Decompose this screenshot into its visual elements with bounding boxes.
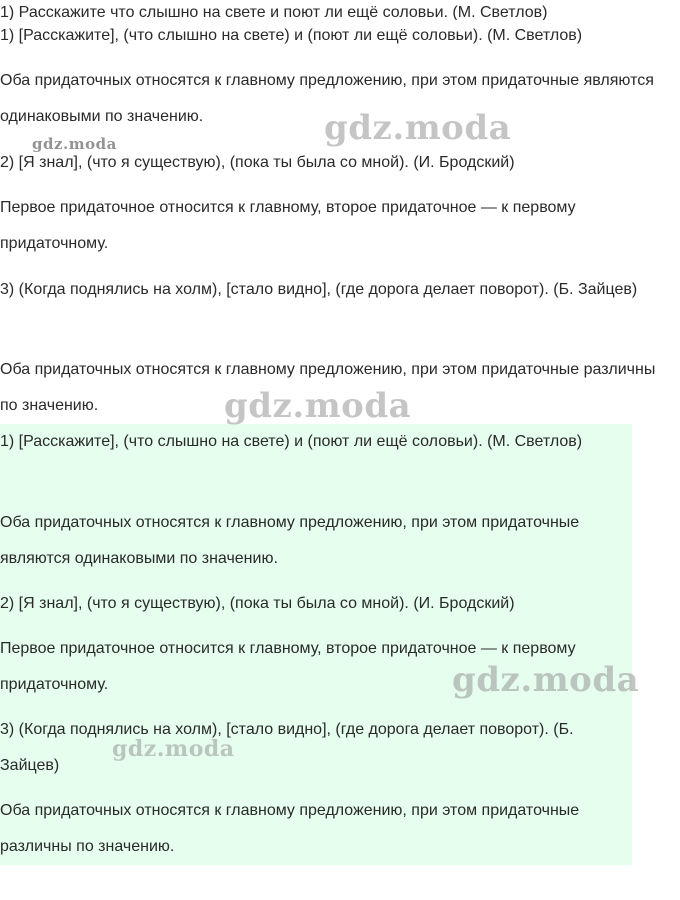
sentence-1: 1) [Расскажите], (что слышно на свете) и (поют ли ещё соловьи). (М. Светлов) [0,27,583,44]
watermark-logo: gdz.moda [224,386,412,426]
explanation-1: Оба придаточных относятся к главному предложению, при этом придаточные являются одинаковыми по значению. [0,72,654,125]
explanation-2: Первое придаточное относится к главному, второе придаточное — к первому придаточному. [0,199,576,252]
highlighted-explanation-2: Первое придаточное относится к главному, второе придаточное — к первому придаточному. [0,640,576,693]
watermark-logo: gdz.moda [324,108,512,148]
highlighted-explanation-3: Оба придаточных относятся к главному предложению, при этом придаточные различны по значению. [0,802,580,855]
sentence-3: 3) (Когда поднялись на холм), [стало видно], (где дорога делает поворот). (Б. Зайцев) [0,281,638,298]
watermark-logo: gdz.moda [112,736,235,762]
highlighted-explanation-1: Оба придаточных относятся к главному предложению, при этом придаточные являются одинаковыми по значению. [0,514,580,567]
watermark-logo: gdz.moda [32,135,117,153]
highlighted-answer-box [0,424,632,865]
cut-off-text: 1) Расскажите что слышно на свете и поют ли ещё соловьи. (М. Светлов) [0,4,548,20]
sentence-2: 2) [Я знал], (что я существую), (пока ты была со мной). (И. Бродский) [0,154,515,171]
highlighted-sentence-2: 2) [Я знал], (что я существую), (пока ты была со мной). (И. Бродский) [0,595,515,612]
highlighted-sentence-3: 3) (Когда поднялись на холм), [стало видно], (где дорога делает поворот). (Б. Зайцев) [0,721,574,774]
watermark-logo: gdz.moda [452,660,640,700]
explanation-3: Оба придаточных относятся к главному предложению, при этом придаточные различны по значению. [0,361,656,414]
highlighted-sentence-1: 1) [Расскажите], (что слышно на свете) и (поют ли ещё соловьи). (М. Светлов) [0,433,583,450]
cut-off-text-line [0,0,680,20]
